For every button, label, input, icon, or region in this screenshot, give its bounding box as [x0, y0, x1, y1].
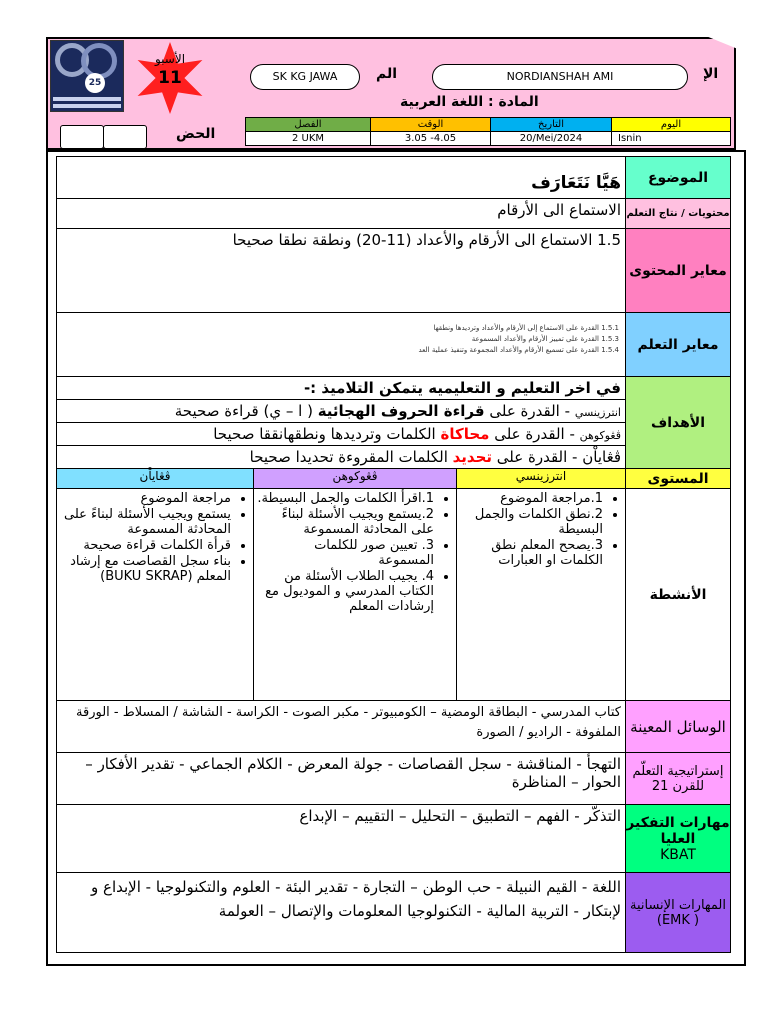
objective-3 [57, 446, 626, 469]
week-number: 11 [158, 68, 182, 88]
activity-3-4: • بناء سجل القصاصت مع إرشاد المعلم (BUKU SKRAP) [59, 554, 231, 584]
emk-value: اللغة - القيم النبيلة - حب الوطن – التجارة - تقدير البئة - العلوم والتكنولوجيا - الإبداع و لإبتكار - التربية المالية - التكنولوجيا المعلومات والإتصال – العولمة [57, 873, 626, 953]
objective-3-text-a: - القدرة على [492, 448, 583, 466]
kbat-cell [626, 805, 731, 873]
learning-std-line-3: 1.5.4 القدرة على تسميع الأرقام والأعداد المجموعة وتنفيذ عملية العد [418, 346, 619, 354]
activities-label: الأنشطة [626, 489, 731, 701]
info-header-time: الوقت [371, 118, 491, 132]
logo-number: 25 [85, 73, 105, 93]
learning-std-label: معاير التعلم [626, 313, 731, 377]
teacher-label: الإ [703, 66, 719, 82]
activity-2-1: • 1.اقرأ الكلمات والجمل البسيطة. [256, 491, 434, 506]
info-header-class: الفصل [246, 118, 371, 132]
objective-2-highlight: محاكاة [440, 425, 490, 443]
kbat-value: التذكّر - الفهم – التطبيق – التحليل – التقييم – الإبداع [57, 805, 626, 873]
activity-1-1: • 1.مراجعة الموضوع [459, 491, 603, 506]
objective-1-text-a: - القدرة على [484, 402, 575, 420]
content-std-value: 1.5 الاستماع الى الأرقام والأعداد (11-20) ونطقة نطقا صحيحا [57, 229, 626, 313]
subject-title: المادة : اللغة العربية [400, 94, 539, 110]
objective-2 [57, 423, 626, 446]
objective-2-level: ڤڠوكوهن [579, 429, 621, 442]
topic-value: هَيَّا نَتَعَارَف [57, 157, 626, 199]
activities-col-3 [57, 489, 254, 701]
activities-col-1 [457, 489, 626, 701]
activity-2-2: • 2.يستمع ويجيب الأسئلة لبناءً على المحادثة المسموعة [256, 507, 434, 537]
week-label: الأسبو [154, 52, 186, 66]
period-box-2[interactable] [103, 125, 147, 149]
objectives-intro: في اخر التعليم و التعليميه يتمكن التلاميذ :- [57, 377, 626, 400]
info-header-date: التاريخ [491, 118, 612, 132]
objective-2-text-a: - القدرة على [489, 425, 580, 443]
objective-1-text-b: ( ا – ي) قراءة صحيحة [174, 402, 318, 420]
level-col-3: ڤڠاياْن [57, 469, 254, 489]
activities-col-2 [254, 489, 457, 701]
kbat-label: مهارات التفكير العليا [626, 814, 730, 847]
objectives-label: الأهداف [626, 377, 731, 469]
learning-std-line-2: 1.5.3 القدرة على تمييز الأرقام والأعداد المسموعة [471, 335, 619, 343]
period-label: الحض [176, 126, 216, 142]
objective-1 [57, 400, 626, 423]
learning-std-line-1: 1.5.1 القدرة على الاستماع إلى الأرقام والأعداد وترديدها ونطقها [433, 324, 619, 332]
objective-3-highlight: تحديد [452, 448, 493, 466]
info-time: 3.05 -4.05 [371, 132, 491, 146]
content-label: محتويات / نتاج التعلم [626, 199, 731, 229]
activity-3-1: • مراجعة الموضوع [59, 491, 231, 506]
content-value: الاستماع الى الأرقام [57, 199, 626, 229]
activity-1-2: • 2.نطق الكلمات والجمل البسيطة [459, 507, 603, 537]
kbat-label-en: KBAT [660, 846, 696, 863]
strategy-value: التهجأ - المناقشة - سجل القصاصات - جولة المعرض - الكلام الجماعي - تقدير الأفكار – الحوار – المناظرة [57, 753, 626, 805]
activity-2-4: • 4. يجيب الطلاب الأسئلة من الكتاب المدرسي و الموديول مع إرشادات المعلم [256, 569, 434, 614]
school-logo [50, 40, 124, 112]
topic-label: الموضوع [626, 157, 731, 199]
level-label: المستوى [626, 469, 731, 489]
objective-1-level: انترزينسي [574, 406, 621, 419]
objective-3-level: ڤڠاياْن [582, 448, 621, 466]
aids-label: الوسائل المعينة [626, 701, 731, 753]
activity-1-3: • 3.يصحح المعلم نطق الكلمات او العبارات [459, 538, 603, 568]
activity-3-2: • يستمع ويجيب الأسئلة لبناءً على المحادثة المسموعة [59, 507, 231, 537]
info-date: 20/Mei/2024 [491, 132, 612, 146]
aids-value: كتاب المدرسي - البطاقة الومضية – الكومبيوتر - مكبر الصوت - الكراسة - الشاشة / المسلاط - الورقة الملفوفة - الراديو / الصورة [57, 701, 626, 753]
teacher-field[interactable]: NORDIANSHAH AMI [432, 64, 688, 90]
period-box-1[interactable] [60, 125, 104, 149]
info-day: Isnin [612, 132, 731, 146]
objective-3-text-b: الكلمات المقروءة تحديدا صحيحا [249, 448, 453, 466]
info-class: 2 UKM [246, 132, 371, 146]
lesson-plan-table [56, 156, 731, 953]
strategy-label: إستراتيجية التعلّم للقرن 21 [626, 753, 731, 805]
objective-1-bold: قراءة الحروف الهجائية [317, 402, 485, 420]
content-std-label: معاير المحتوى [626, 229, 731, 313]
school-field[interactable]: SK KG JAWA [250, 64, 360, 90]
info-header-day: اليوم [612, 118, 731, 132]
objective-2-text-b: الكلمات وترديدها ونطقهانققا صحيحا [213, 425, 441, 443]
info-table [245, 117, 731, 146]
activity-2-3: • 3. تعيين صور للكلمات المسموعة [256, 538, 434, 568]
school-label: الم [376, 66, 398, 82]
learning-std-value [57, 313, 626, 377]
emk-label: المهارات الإنسانية ( EMK) [626, 873, 731, 953]
level-col-2: ڤڠوكوهن [254, 469, 457, 489]
level-col-1: انترزينسي [457, 469, 626, 489]
activity-3-3: • قرأة الكلمات قراءة صحيحة [59, 538, 231, 553]
